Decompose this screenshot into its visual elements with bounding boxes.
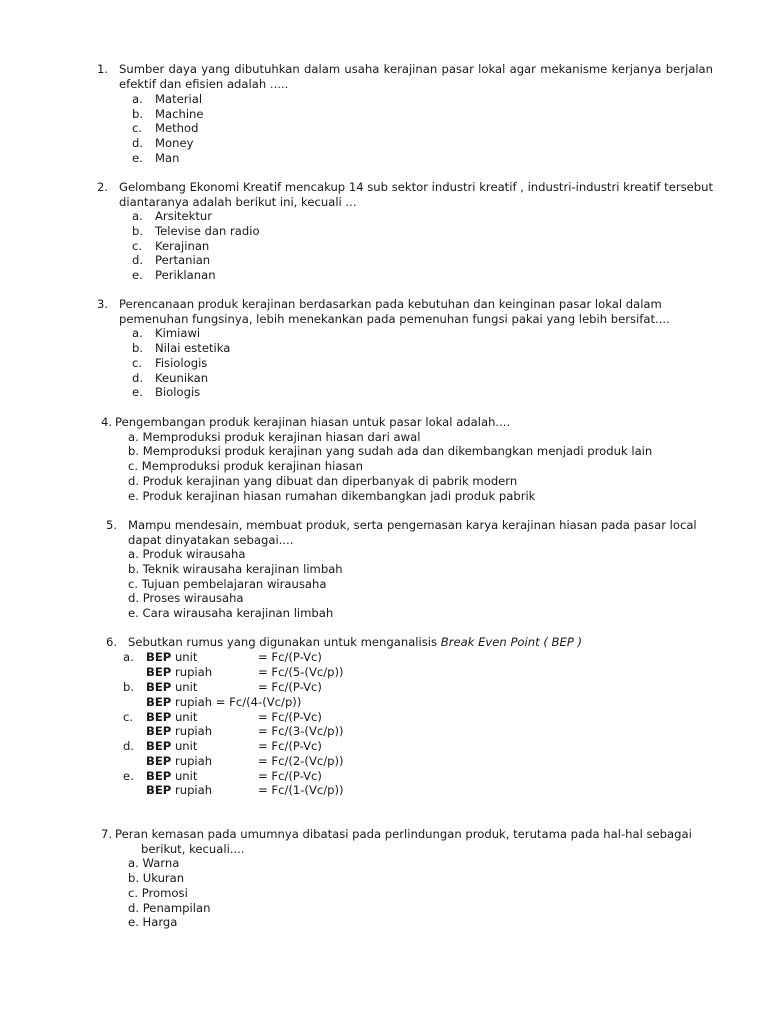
question-text-line: Sumber daya yang dibutuhkan dalam usaha kerajinan pasar lokal agar mekanisme kerjanya berjalan [119, 62, 713, 76]
option-b: b. Teknik wirausaha kerajinan limbah [128, 562, 343, 576]
option-c: c. Memproduksi produk kerajinan hiasan [128, 459, 363, 473]
option-b: b. Ukuran [128, 871, 185, 885]
option-c: c. Tujuan pembelajaran wirausaha [128, 577, 327, 591]
option-e: e. Produk kerajinan hiasan rumahan dikembangkan jadi produk pabrik [128, 489, 536, 503]
option-d: d. Penampilan [128, 901, 211, 915]
question-number: 6. [106, 635, 118, 649]
question-number: 5. [106, 518, 118, 532]
option-a: a. Warna [128, 856, 180, 870]
question-text-line: diantaranya adalah berikut ini, kecuali ... [119, 195, 357, 209]
option-e: e. Cara wirausaha kerajinan limbah [128, 606, 334, 620]
option-b: b. Memproduksi produk kerajinan yang sudah ada dan dikembangkan menjadi produk lain [128, 444, 653, 458]
question-text: Pengembangan produk kerajinan hiasan untuk pasar lokal adalah.... [115, 415, 511, 429]
question-text-line: Mampu mendesain, membuat produk, serta pengemasan karya kerajinan hiasan pada pasar local [128, 518, 697, 532]
question-text-line: Gelombang Ekonomi Kreatif mencakup 14 sub sektor industri kreatif , industri-industri kreatif tersebut [119, 180, 714, 194]
question-number: 7. [101, 827, 113, 841]
question-text: Sebutkan rumus yang digunakan untuk menganalisis Break Even Point ( BEP ) [128, 635, 583, 649]
question-number: 3. [97, 297, 109, 311]
question-text-line: dapat dinyatakan sebagai.... [128, 533, 294, 547]
question-number: 1. [97, 62, 109, 76]
bep-term: Break Even Point ( BEP ) [440, 635, 583, 649]
option-a: a. Memproduksi produk kerajinan hiasan dari awal [128, 430, 421, 444]
question-number: 4. [101, 415, 113, 429]
question-text-line: efektif dan efisien adalah ..... [119, 77, 289, 91]
option-d: d. Produk kerajinan yang dibuat dan diperbanyak di pabrik modern [128, 474, 518, 488]
option-a: a. Produk wirausaha [128, 547, 246, 561]
question-text-line: pemenuhan fungsinya, lebih menekankan pada pemenuhan fungsi pakai yang lebih bersifat.... [119, 312, 670, 326]
option-c: c. Promosi [128, 886, 188, 900]
question-text-line: berikut, kecuali.... [141, 842, 245, 856]
question-number: 2. [97, 180, 109, 194]
question-text-line: Peran kemasan pada umumnya dibatasi pada perlindungan produk, terutama pada hal-hal sebagai [115, 827, 692, 841]
document-page: 1. Sumber daya yang dibutuhkan dalam usaha kerajinan pasar lokal agar mekanisme kerjanya berjalan efektif dan efisien adalah ..... a. Material b. Machine c. Method d. Money e. Man 2. Gelombang Ekonomi Kreatif mencakup 14 sub sektor industri kreatif , industri-industri kreatif tersebut diantaranya adalah berikut ini, kecuali ... a. Arsitektur b. Televise dan radio c. Kerajinan d. Pertanian e. Periklanan 3. Perencanaan produk kerajinan berdasarkan pada kebutuhan dan keinginan pasar lokal dalam pemenuhan fungsinya, lebih menekankan pada pemenuhan fungsi pakai yang lebih bersifat.... a. Kimiawi b. Nilai estetika c. Fisiologis d. Keunikan e. Biologis 4. Pengembangan produk kerajinan hiasan untuk pasar lokal adalah.... a. Memproduksi produk kerajinan hiasan dari awal b. Memproduksi produk kerajinan yang sudah ada dan dikembangkan menjadi produk lain c. Memproduksi produk kerajinan hiasan d. Produk kerajinan yang dibuat dan diperbanyak di pabrik modern e. Produk kerajinan hiasan rumahan dikembangkan jadi produk pabrik 5. Mampu mendesain, membuat produk, serta pengemasan karya kerajinan hiasan pada pasar local dapat dinyatakan sebagai.... a. Produk wirausaha b. Teknik wirausaha kerajinan limbah c. Tujuan pembelajaran wirausaha d. Proses wirausaha e. Cara wirausaha kerajinan limbah 6. Sebutkan rumus yang digunakan untuk menganalisis Break Even Point ( BEP ) a. BEP unit = Fc/(P-Vc) BEP rupiah = Fc/(5-(Vc/p)) b. BEP unit = Fc/(P-Vc) BEP rupiah = Fc/(4-(Vc/p)) c. BEP unit = Fc/(P-Vc) BEP rupiah = Fc/(3-(Vc/p)) d. BEP unit = Fc/(P-Vc) BEP rupiah = Fc/(2-(Vc/p)) e. BEP unit = Fc/(P-Vc) BEP rupiah = Fc/(1-(Vc/p)) 7. Peran kemasan pada umumnya dibatasi pada perlindungan produk, terutama pada hal-hal sebagai berikut, kecuali.... a. Warna b. Ukuran c. Promosi d. Penampilan e. Harga [97, 62, 714, 929]
option-e: e. Harga [128, 915, 178, 929]
option-d: d. Proses wirausaha [128, 591, 244, 605]
question-text-line: Perencanaan produk kerajinan berdasarkan pada kebutuhan dan keinginan pasar lokal dalam [119, 297, 662, 311]
